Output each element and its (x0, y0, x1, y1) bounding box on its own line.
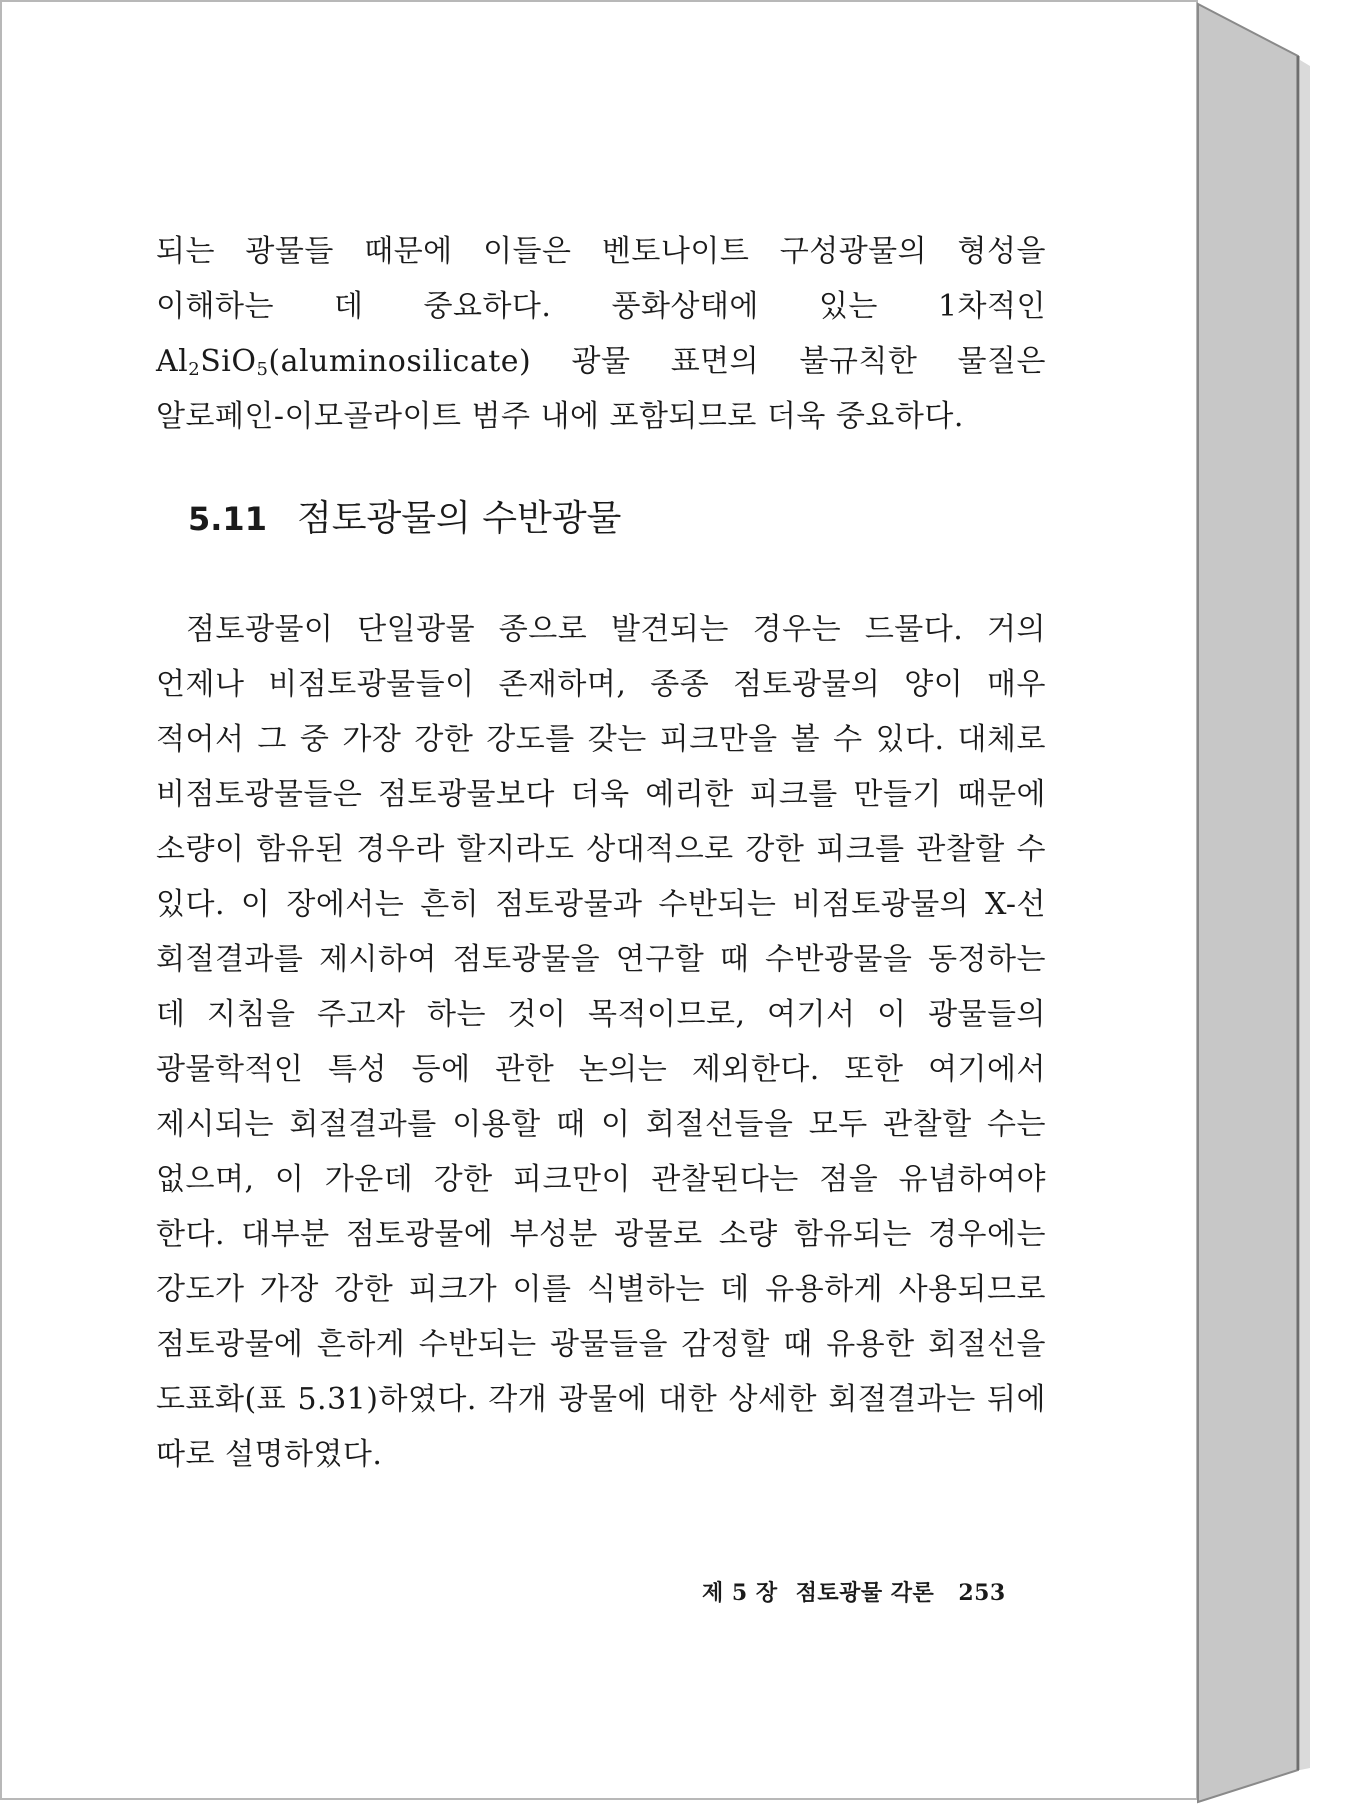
paragraph-intro-text-a: 되는 광물들 때문에 이들은 벤토나이트 구성광물의 형성을 이해하는 데 중요하다. 풍화상태에 있는 1차적인 Al (156, 234, 1046, 379)
section-number: 5.11 (188, 500, 267, 538)
paragraph-intro-text-c: (aluminosilicate) 광물 표면의 불규칙한 물질은 알로페인-이모골라이트 범주 내에 포함되므로 더욱 중요하다. (156, 344, 1046, 434)
footer-chapter: 제 5 장 (702, 1580, 778, 1606)
book-thickness-shadow (1198, 4, 1298, 1802)
paragraph-intro (156, 224, 1046, 444)
paragraph-body: 점토광물이 단일광물 종으로 발견되는 경우는 드물다. 거의 언제나 비점토광물들이 존재하며, 종종 점토광물의 양이 매우 적어서 그 중 가장 강한 강도를 갖는 피크만을 볼 수 있다. 대체로 비점토광물들은 점토광물보다 더욱 예리한 피크를 만들기 때문에 소량이 함유된 경우라 할지라도 상대적으로 강한 피크를 관찰할 수 있다. 이 장에서는 흔히 점토광물과 수반되는 비점토광물의 X-선 회절결과를 제시하여 점토광물을 연구할 때 수반광물을 동정하는 데 지침을 주고자 하는 것이 목적이므로, 여기서 이 광물들의 광물학적인 특성 등에 관한 논의는 제외한다. 또한 여기에서 제시되는 회절결과를 이용할 때 이 회절선들을 모두 관찰할 수는 없으며, 이 가운데 강한 피크만이 관찰된다는 점을 유념하여야 한다. 대부분 점토광물에 부성분 광물로 소량 함유되는 경우에는 강도가 가장 강한 피크가 이를 식별하는 데 유용하게 사용되므로 점토광물에 흔하게 수반되는 광물들을 감정할 때 유용한 회절선을 도표화(표 5.31)하였다. 각개 광물에 대한 상세한 회절결과는 뒤에 따로 설명하였다. (156, 612, 1046, 1472)
running-footer (702, 1576, 1006, 1607)
section-title: 점토광물의 수반광물 (296, 498, 622, 539)
page-number: 253 (958, 1580, 1006, 1606)
paragraph-intro-text-b: SiO (200, 344, 257, 379)
subscript-5: 5 (256, 359, 269, 380)
page-content (156, 224, 1046, 1482)
footer-chapter-title: 점토광물 각론 (795, 1580, 935, 1606)
book-edge-highlight (1300, 60, 1310, 1770)
section-heading (188, 494, 1046, 544)
subscript-2: 2 (188, 359, 201, 380)
